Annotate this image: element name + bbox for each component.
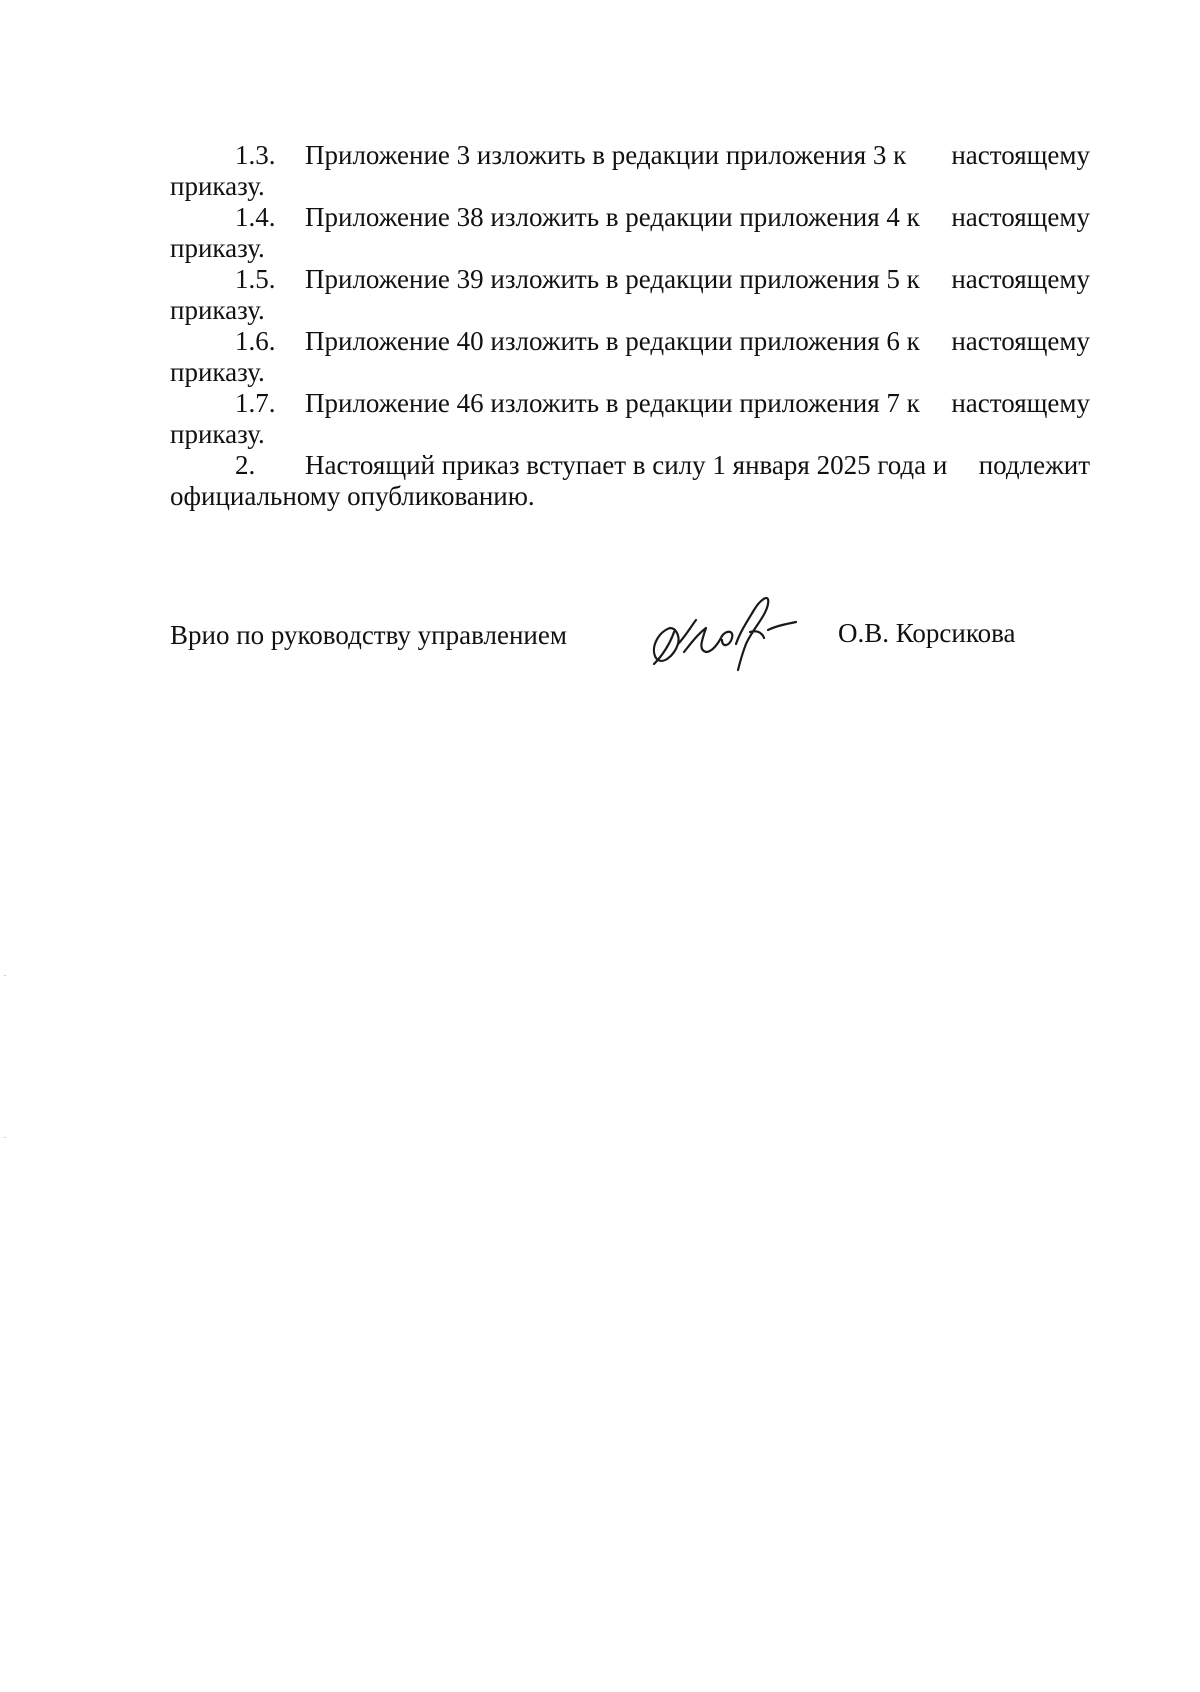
paragraph-number: 1.7. [235,388,276,418]
paragraph-continuation: официальному опубликованию. [170,481,535,511]
paragraph-continuation: приказу. [170,295,265,325]
paragraph-text-end: настоящему [951,202,1090,232]
signatory-position: Врио по руководству управлением [170,620,567,650]
signature-block [170,610,1090,670]
paragraph-text-end: настоящему [951,388,1090,418]
paragraph-number: 1.3. [235,140,276,170]
paragraph-continuation: приказу. [170,233,265,263]
paragraph-number: 1.4. [235,202,276,232]
paragraph-continuation: приказу. [170,419,265,449]
paragraph-text-end: настоящему [951,326,1090,356]
scan-artifact [4,1137,6,1138]
scan-artifact [4,975,6,976]
paragraph-continuation: приказу. [170,171,265,201]
paragraph-text: Настоящий приказ вступает в силу 1 января 2025 года и [305,450,948,480]
paragraph-continuation: приказу. [170,357,265,387]
paragraph-number: 1.6. [235,326,276,356]
paragraph-1-4 [170,202,1090,264]
paragraph-1-5 [170,264,1090,326]
paragraph-text-end: настоящему [951,140,1090,170]
paragraph-text-end: настоящему [951,264,1090,294]
signatory-name: О.В. Корсикова [838,618,1016,648]
paragraph-number: 2. [235,450,256,480]
paragraph-text: Приложение 3 изложить в редакции приложения 3 к [305,140,907,170]
paragraph-text: Приложение 46 изложить в редакции приложения 7 к [305,388,920,418]
paragraph-1-6 [170,326,1090,388]
paragraph-text: Приложение 40 изложить в редакции приложения 6 к [305,326,920,356]
paragraph-text: Приложение 38 изложить в редакции приложения 4 к [305,202,920,232]
paragraph-text: Приложение 39 изложить в редакции приложения 5 к [305,264,920,294]
paragraph-text-end: подлежит [978,450,1090,480]
handwritten-signature [640,570,810,680]
paragraph-1-3 [170,140,1090,202]
document-body [170,140,1090,512]
paragraph-2 [170,450,1090,512]
paragraph-1-7 [170,388,1090,450]
paragraph-number: 1.5. [235,264,276,294]
